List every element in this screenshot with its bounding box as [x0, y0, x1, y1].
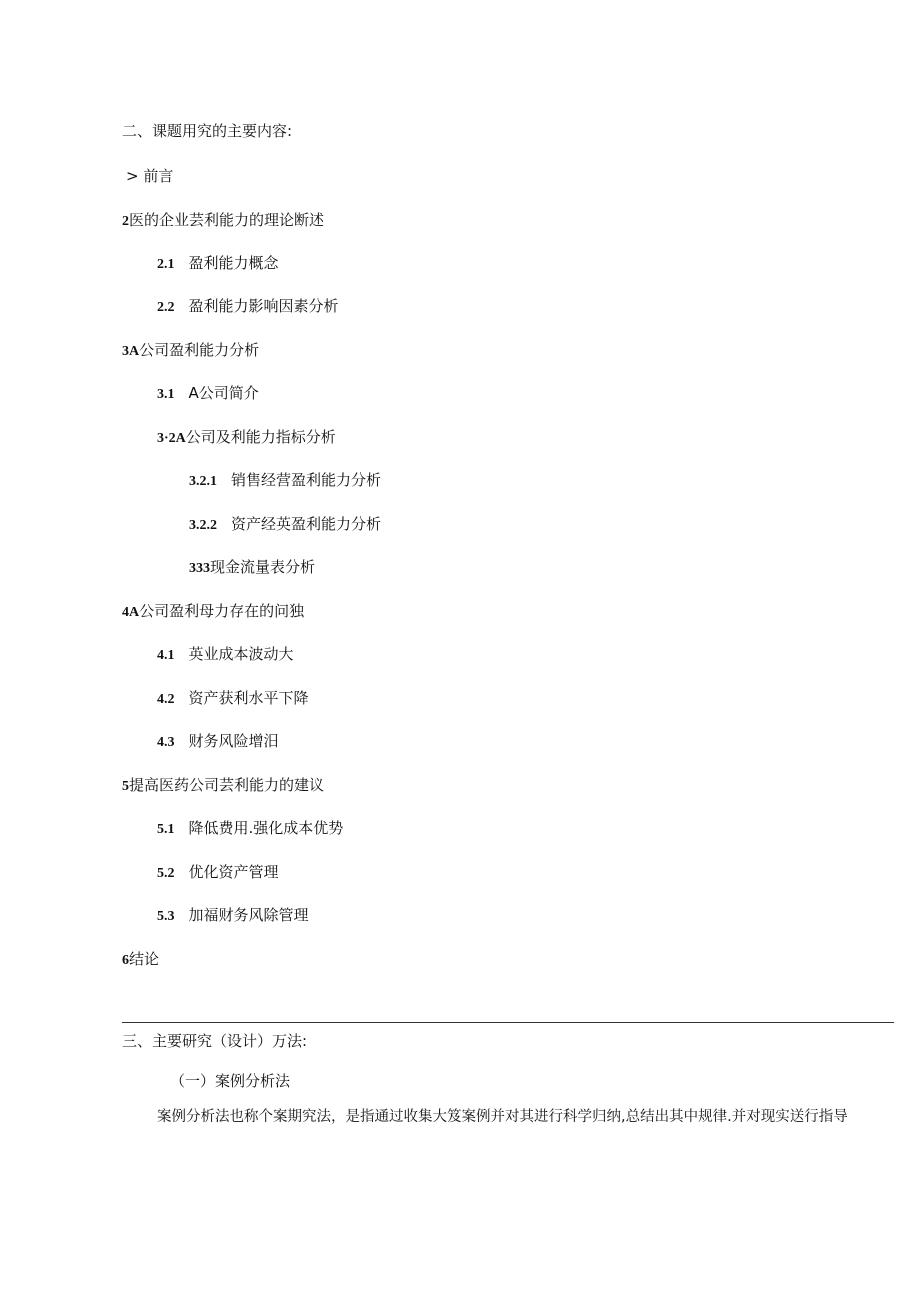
toc-text: 医的企业芸利能力的理论断述	[129, 211, 325, 229]
toc-number: 4A	[122, 605, 140, 620]
toc-item-2-1	[157, 253, 279, 275]
toc-item-6	[122, 949, 159, 971]
toc-item-5-2	[157, 862, 279, 884]
toc-text: 盈利能力概念	[188, 254, 279, 272]
toc-number: 3.2.1	[189, 474, 217, 489]
toc-number: 2.2	[157, 300, 175, 315]
toc-number: 4.1	[157, 648, 175, 663]
toc-item-2-2	[157, 296, 339, 318]
toc-text: 资产经英盈利能力分析	[231, 515, 382, 533]
toc-item-3-1	[157, 383, 259, 405]
section3-heading: 三、主要研究（设计）万法:	[122, 1032, 308, 1050]
toc-number: 3.2.2	[189, 518, 217, 533]
toc-text: 现金流量表分析	[210, 558, 316, 576]
toc-text: A公司简介	[188, 384, 259, 402]
toc-text: 结论	[129, 950, 160, 968]
toc-number: 3A	[122, 344, 140, 359]
toc-text: 资产获利水平下降	[188, 689, 309, 707]
toc-number: 2	[122, 214, 129, 229]
toc-item-preface	[126, 166, 173, 186]
toc-text: 英业成本波动大	[188, 645, 294, 663]
toc-item-4	[122, 601, 304, 623]
toc-number: 3.1	[157, 387, 175, 402]
toc-number: 5	[122, 779, 129, 794]
toc-number: 5.2	[157, 866, 175, 881]
toc-number: 4.2	[157, 692, 175, 707]
toc-text: 销售经营盈利能力分析	[231, 471, 382, 489]
toc-item-5-1	[157, 818, 343, 840]
toc-item-2	[122, 210, 324, 232]
toc-text: 降低费用.强化成本优势	[188, 819, 344, 837]
toc-number: 3·2A	[157, 431, 186, 446]
section2-heading: 二、课题用究的主要内容:	[122, 122, 293, 140]
toc-text: 提高医药公司芸利能力的建议	[129, 776, 325, 794]
section3-subheading: （一）案例分析法	[170, 1072, 291, 1090]
toc-text: 盈利能力影响因素分析	[188, 297, 339, 315]
toc-number: 5.3	[157, 909, 175, 924]
toc-text: > 前言	[126, 167, 174, 185]
toc-text: 公司盈利能力分析	[139, 341, 260, 359]
toc-item-3-2-1	[189, 470, 381, 492]
toc-text: 加福财务风除管理	[188, 906, 309, 924]
toc-text: 财务风险增汨	[188, 732, 279, 750]
toc-text: 公司盈利母力存在的问独	[139, 602, 305, 620]
toc-item-4-3	[157, 731, 279, 753]
toc-item-4-2	[157, 688, 309, 710]
toc-item-4-1	[157, 644, 294, 666]
toc-item-3-2-2	[189, 514, 381, 536]
toc-item-3-2	[157, 427, 336, 449]
toc-text: 优化资产管理	[188, 863, 279, 881]
toc-number: 6	[122, 953, 129, 968]
toc-number: 2.1	[157, 257, 175, 272]
toc-item-5	[122, 775, 324, 797]
toc-number: 4.3	[157, 735, 175, 750]
divider-line	[122, 1022, 894, 1023]
toc-item-3-3-3	[189, 557, 315, 579]
toc-item-3	[122, 340, 259, 362]
section3-paragraph: 案例分析法也称个案期究法，是指通过收集大笈案例并对其进行科学归纳,总结出其中规律.并对现实送行指导	[157, 1109, 848, 1125]
toc-text: 公司及利能力指标分析	[185, 428, 336, 446]
toc-item-5-3	[157, 905, 309, 927]
toc-number: 333	[189, 561, 210, 576]
toc-number: 5.1	[157, 822, 175, 837]
